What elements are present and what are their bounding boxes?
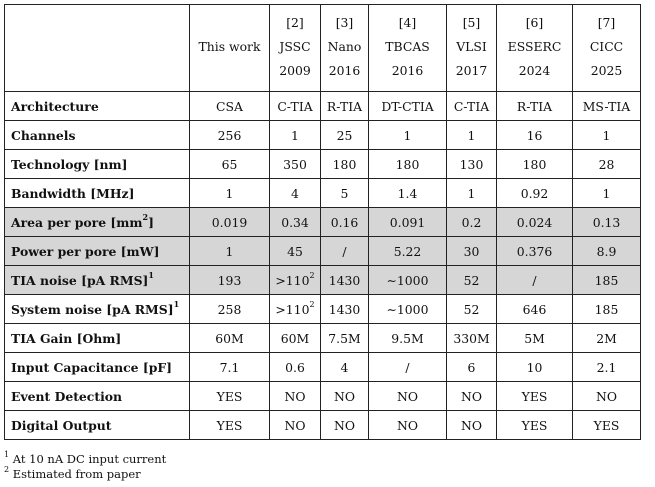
cell-value: R-TIA — [516, 98, 553, 114]
row-label-text: Area per pore [mm — [11, 214, 143, 230]
table-cell — [270, 411, 321, 440]
row-label-cell — [5, 353, 190, 382]
header-line: 2016 — [328, 63, 361, 78]
cell-value: 330M — [453, 330, 490, 346]
table-cell — [497, 353, 573, 382]
row-label-text: Power per pore [mW] — [11, 243, 160, 259]
cell-value: 0.16 — [330, 214, 359, 230]
cell-value: 0.92 — [520, 185, 549, 201]
row-label-text: Event Detection — [11, 388, 123, 404]
table-cell — [447, 208, 497, 237]
table-cell — [369, 382, 447, 411]
cell-value: ∼1000 — [386, 272, 429, 288]
cell-value: 2.1 — [596, 359, 617, 375]
cell-value: 1 — [467, 185, 476, 201]
cell-value: NO — [284, 417, 306, 433]
cell-value: 1430 — [328, 272, 361, 288]
cell-value: NO — [397, 388, 418, 404]
table-cell — [447, 295, 497, 324]
row-label-text: Digital Output — [11, 417, 112, 433]
row-label-suffix: ] — [148, 214, 154, 230]
table-cell — [573, 179, 641, 208]
table-cell — [573, 324, 641, 353]
cell-value: 28 — [598, 156, 615, 172]
cell-value: 0.376 — [516, 243, 553, 259]
cell-value: NO — [284, 388, 306, 404]
table-cell — [369, 324, 447, 353]
table-cell — [573, 266, 641, 295]
row-label-cell — [5, 179, 190, 208]
table-cell — [190, 92, 270, 121]
cell-value: 0.024 — [516, 214, 553, 230]
table-cell — [190, 353, 270, 382]
table-cell — [497, 237, 573, 266]
cell-value: 4 — [340, 359, 349, 375]
table-cell — [270, 353, 321, 382]
row-label-text: Technology [nm] — [11, 156, 128, 172]
table-cell — [270, 150, 321, 179]
table-cell — [190, 237, 270, 266]
table-cell — [447, 324, 497, 353]
footnote — [4, 467, 166, 482]
cell-value: 30 — [463, 243, 480, 259]
table-cell — [270, 382, 321, 411]
cell-value: 7.1 — [219, 359, 240, 375]
cell-value: 0.019 — [211, 214, 248, 230]
cell-value: ∼1000 — [386, 301, 429, 317]
table-cell — [573, 121, 641, 150]
header-cell — [321, 5, 369, 92]
cell-value: 180 — [522, 156, 547, 172]
header-line: JSSC — [279, 39, 311, 54]
header-line — [190, 59, 269, 83]
table-cell — [573, 411, 641, 440]
row-label-cell — [5, 411, 190, 440]
cell-value: 1 — [602, 127, 611, 143]
table-row — [5, 179, 641, 208]
table-cell — [447, 92, 497, 121]
cell-value: 256 — [217, 127, 242, 143]
table-cell — [447, 237, 497, 266]
cell-value: NO — [334, 417, 355, 433]
cell-value: 16 — [526, 127, 543, 143]
row-label-cell — [5, 266, 190, 295]
table-cell — [573, 150, 641, 179]
table-cell — [270, 237, 321, 266]
cell-value: NO — [461, 388, 482, 404]
cell-value: 185 — [594, 272, 619, 288]
cell-superscript: 2 — [309, 271, 315, 281]
header-line: [5] — [462, 15, 481, 30]
header-line: 2017 — [455, 63, 488, 78]
header-cell — [369, 5, 447, 92]
table-cell — [497, 150, 573, 179]
cell-value: 52 — [463, 272, 480, 288]
table-cell — [369, 150, 447, 179]
header-line — [190, 11, 269, 35]
row-label-cell — [5, 295, 190, 324]
table-cell — [447, 266, 497, 295]
table-cell — [447, 382, 497, 411]
table-cell — [573, 353, 641, 382]
cell-value: C-TIA — [277, 98, 313, 114]
cell-value: DT-CTIA — [381, 98, 434, 114]
header-line: This work — [198, 39, 261, 54]
cell-value: YES — [216, 388, 243, 404]
table-cell — [321, 382, 369, 411]
cell-value: / — [405, 359, 410, 375]
table-cell — [270, 266, 321, 295]
cell-value: 9.5M — [391, 330, 424, 346]
table-cell — [369, 411, 447, 440]
footnote-text: Estimated from paper — [12, 467, 141, 481]
cell-value: 52 — [463, 301, 480, 317]
table-cell — [447, 353, 497, 382]
cell-value: 10 — [526, 359, 543, 375]
table-cell — [497, 179, 573, 208]
cell-value: 6 — [467, 359, 476, 375]
table-row — [5, 353, 641, 382]
table-cell — [497, 295, 573, 324]
header-line: CICC — [589, 39, 624, 54]
table-cell — [270, 324, 321, 353]
cell-value: 25 — [336, 127, 353, 143]
table-cell — [447, 150, 497, 179]
cell-value: YES — [521, 417, 548, 433]
cell-value: >110 — [275, 301, 310, 317]
cell-value: YES — [216, 417, 243, 433]
table-cell — [497, 121, 573, 150]
cell-value: NO — [461, 417, 482, 433]
header-line: TBCAS — [385, 39, 430, 54]
table-row — [5, 411, 641, 440]
table-cell — [321, 92, 369, 121]
table-cell — [369, 92, 447, 121]
cell-value: 258 — [217, 301, 242, 317]
table-row — [5, 121, 641, 150]
cell-value: 180 — [395, 156, 420, 172]
table-cell — [447, 179, 497, 208]
cell-value: 130 — [459, 156, 484, 172]
table-cell — [497, 208, 573, 237]
table-cell — [270, 208, 321, 237]
table-cell — [321, 266, 369, 295]
cell-value: 0.091 — [389, 214, 426, 230]
footnote — [4, 452, 166, 467]
table-cell — [190, 121, 270, 150]
row-label-cell — [5, 121, 190, 150]
table-cell — [369, 353, 447, 382]
table-row — [5, 266, 641, 295]
table-cell — [497, 266, 573, 295]
table-cell — [190, 266, 270, 295]
cell-value: 646 — [522, 301, 547, 317]
row-label-cell — [5, 150, 190, 179]
row-label-text: Bandwidth [MHz] — [11, 185, 135, 201]
table-cell — [369, 237, 447, 266]
row-label-superscript: 1 — [173, 299, 180, 310]
row-label-cell — [5, 382, 190, 411]
header-line: 2025 — [590, 63, 623, 78]
table-row — [5, 150, 641, 179]
cell-value: 1 — [291, 127, 299, 143]
row-label-cell — [5, 237, 190, 266]
cell-value: / — [532, 272, 537, 288]
table-cell — [190, 150, 270, 179]
header-cell — [497, 5, 573, 92]
cell-value: 1 — [403, 127, 412, 143]
table-cell — [573, 237, 641, 266]
row-label-text: Architecture — [11, 98, 99, 114]
header-line: ESSERC — [507, 39, 562, 54]
table-cell — [369, 208, 447, 237]
cell-value: / — [342, 243, 347, 259]
table-cell — [321, 237, 369, 266]
footnotes — [4, 452, 166, 482]
table-cell — [190, 208, 270, 237]
cell-value: 1 — [467, 127, 476, 143]
table-cell — [497, 92, 573, 121]
row-label-cell — [5, 92, 190, 121]
table-row — [5, 208, 641, 237]
cell-value: 60M — [280, 330, 310, 346]
row-label-superscript: 2 — [142, 212, 149, 223]
table-cell — [190, 382, 270, 411]
cell-value: 0.34 — [281, 214, 309, 230]
table-cell — [369, 295, 447, 324]
table-cell — [270, 295, 321, 324]
cell-value: NO — [334, 388, 355, 404]
header-cell — [270, 5, 321, 92]
cell-value: 185 — [594, 301, 619, 317]
table-row — [5, 382, 641, 411]
header-line: 2024 — [518, 63, 551, 78]
table-cell — [270, 121, 321, 150]
table-cell — [497, 382, 573, 411]
cell-value: 180 — [332, 156, 357, 172]
table-row — [5, 92, 641, 121]
table-cell — [321, 295, 369, 324]
cell-value: YES — [593, 417, 620, 433]
header-cell — [573, 5, 641, 92]
table-cell — [321, 150, 369, 179]
cell-value: C-TIA — [453, 98, 490, 114]
table-header-row — [5, 5, 641, 92]
cell-value: 0.2 — [461, 214, 482, 230]
cell-value: 2M — [596, 330, 617, 346]
header-line: [7] — [597, 15, 616, 30]
cell-value: 5.22 — [393, 243, 422, 259]
table-cell — [321, 208, 369, 237]
table-cell — [573, 295, 641, 324]
footnote-mark: 1 — [4, 450, 10, 460]
cell-value: 1 — [225, 185, 234, 201]
table-cell — [190, 295, 270, 324]
cell-value: 65 — [221, 156, 238, 172]
cell-value: NO — [397, 417, 418, 433]
cell-value: R-TIA — [326, 98, 363, 114]
row-label-text: Channels — [11, 127, 76, 143]
table-row — [5, 324, 641, 353]
table-cell — [270, 92, 321, 121]
cell-value: CSA — [216, 98, 243, 114]
cell-value: 5M — [524, 330, 545, 346]
table-cell — [190, 411, 270, 440]
table-cell — [369, 266, 447, 295]
row-label-text: Input Capacitance [pF] — [11, 359, 173, 375]
cell-value: 1 — [225, 243, 234, 259]
header-line: [4] — [398, 15, 417, 30]
cell-value: 1.4 — [397, 185, 418, 201]
cell-value: 1 — [602, 185, 611, 201]
cell-value: 8.9 — [596, 243, 617, 259]
row-label-text: TIA noise [pA RMS] — [11, 272, 149, 288]
table-cell — [497, 411, 573, 440]
table-cell — [190, 324, 270, 353]
header-line: 2016 — [391, 63, 424, 78]
table-cell — [321, 353, 369, 382]
header-line: VLSI — [456, 39, 487, 54]
cell-value: 1430 — [328, 301, 361, 317]
cell-value: NO — [596, 388, 617, 404]
cell-superscript: 2 — [309, 300, 315, 310]
cell-value: 60M — [215, 330, 244, 346]
table-cell — [573, 382, 641, 411]
row-label-text: TIA Gain [Ohm] — [11, 330, 122, 346]
cell-value: >110 — [275, 272, 310, 288]
table-cell — [270, 179, 321, 208]
header-line: [2] — [286, 15, 304, 30]
table-cell — [573, 208, 641, 237]
table-cell — [447, 411, 497, 440]
table-cell — [321, 121, 369, 150]
table-row — [5, 237, 641, 266]
header-cell — [447, 5, 497, 92]
cell-value: 7.5M — [328, 330, 361, 346]
cell-value: 193 — [217, 272, 242, 288]
table-row — [5, 295, 641, 324]
cell-value: 5 — [340, 185, 349, 201]
table-cell — [447, 121, 497, 150]
header-line: [6] — [525, 15, 544, 30]
cell-value: MS-TIA — [582, 98, 631, 114]
cell-value: 45 — [287, 243, 303, 259]
table-cell — [369, 121, 447, 150]
comparison-table — [4, 4, 641, 440]
table-cell — [369, 179, 447, 208]
cell-value: 350 — [283, 156, 307, 172]
table-cell — [497, 324, 573, 353]
cell-value: 4 — [291, 185, 299, 201]
header-line: 2009 — [279, 63, 311, 78]
cell-value: 0.6 — [285, 359, 305, 375]
cell-value: YES — [521, 388, 548, 404]
table-cell — [321, 411, 369, 440]
table-cell — [573, 92, 641, 121]
header-line: Nano — [327, 39, 362, 54]
header-cell — [190, 5, 270, 92]
row-label-superscript: 1 — [148, 270, 154, 281]
row-label-cell — [5, 208, 190, 237]
table-cell — [321, 324, 369, 353]
footnote-text: At 10 nA DC input current — [12, 452, 167, 466]
header-corner-cell — [5, 5, 190, 92]
table-cell — [190, 179, 270, 208]
cell-value: 0.13 — [592, 214, 621, 230]
row-label-cell — [5, 324, 190, 353]
header-line: [3] — [335, 15, 354, 30]
table-cell — [321, 179, 369, 208]
footnote-mark: 2 — [4, 465, 10, 475]
row-label-text: System noise [pA RMS] — [11, 301, 174, 317]
